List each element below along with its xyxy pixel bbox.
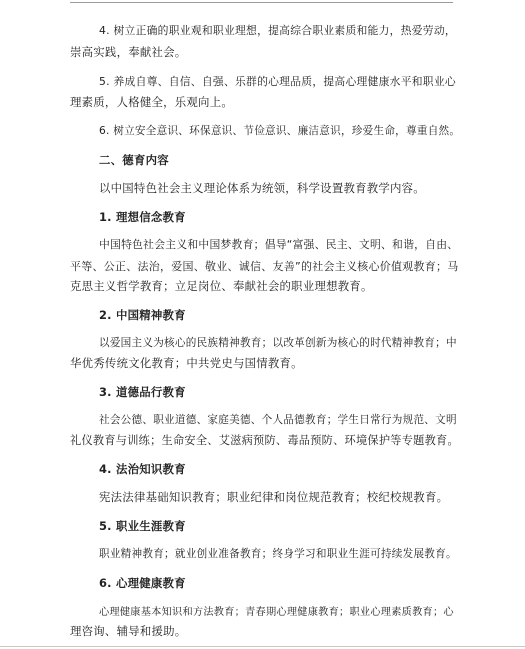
subheading-ideal-belief: 1. 理想信念教育: [99, 210, 186, 224]
paragraph-moral-conduct-line-1: 社会公德、职业道德、家庭美德、个人品德教育；学生日常行为规范、文明: [99, 414, 457, 426]
subheading-chinese-spirit: 2. 中国精神教育: [99, 308, 186, 322]
subheading-mental-health: 6. 心理健康教育: [99, 576, 186, 590]
paragraph-career: 职业精神教育；就业创业准备教育；终身学习和职业生涯可持续发展教育。: [99, 548, 457, 560]
paragraph-objective-4-line-1: 4. 树立正确的职业观和职业理想，提高综合职业素质和能力，热爱劳动，: [99, 24, 456, 37]
paragraph-ideal-belief-line-2: 平等、公正、法治，爱国、敬业、诚信、友善”的社会主义核心价值观教育；马: [70, 260, 459, 273]
top-divider: [70, 2, 453, 3]
paragraph-chinese-spirit-line-1: 以爱国主义为核心的民族精神教育；以改革创新为核心的时代精神教育；中: [99, 337, 457, 349]
paragraph-objective-5-line-1: 5. 养成自尊、自信、自强、乐群的心理品质，提高心理健康水平和职业心: [99, 75, 456, 88]
paragraph-moral-conduct-line-2: 礼仪教育与训练；生命安全、艾滋病预防、毒品预防、环境保护等专题教育。: [70, 434, 459, 447]
paragraph-objective-5-line-2: 理素质，人格健全，乐观向上。: [70, 95, 233, 109]
paragraph-objective-4-line-2: 崇高实践，奉献社会。: [70, 45, 187, 59]
paragraph-ideal-belief-line-3: 克思主义哲学教育；立足岗位、奉献社会的职业理想教育。: [70, 279, 373, 293]
paragraph-mental-health-line-1: 心理健康基本知识和方法教育；青春期心理健康教育；职业心理素质教育；心: [99, 607, 454, 618]
paragraph-objective-6: 6. 树立安全意识、环保意识、节俭意识、廉洁意识，珍爱生命，尊重自然。: [99, 125, 461, 137]
bottom-divider: [0, 646, 525, 647]
paragraph-legal-knowledge: 宪法法律基础知识教育；职业纪律和岗位规范教育；校纪校规教育。: [99, 490, 449, 504]
paragraph-mental-health-line-2: 理咨询、辅导和援助。: [70, 624, 187, 638]
subheading-legal-knowledge: 4. 法治知识教育: [99, 462, 186, 476]
paragraph-ideal-belief-line-1: 中国特色社会主义和中国梦教育；倡导“富强、民主、文明、和谐，自由、: [99, 238, 459, 251]
paragraph-chinese-spirit-line-2: 华优秀传统文化教育；中共党史与国情教育。: [70, 356, 303, 370]
subheading-career: 5. 职业生涯教育: [99, 519, 186, 533]
section-heading: 二、德育内容: [99, 153, 169, 167]
subheading-moral-conduct: 3. 道德品行教育: [99, 385, 186, 399]
section-intro: 以中国特色社会主义理论体系为统领，科学设置教育教学内容。: [99, 181, 425, 195]
